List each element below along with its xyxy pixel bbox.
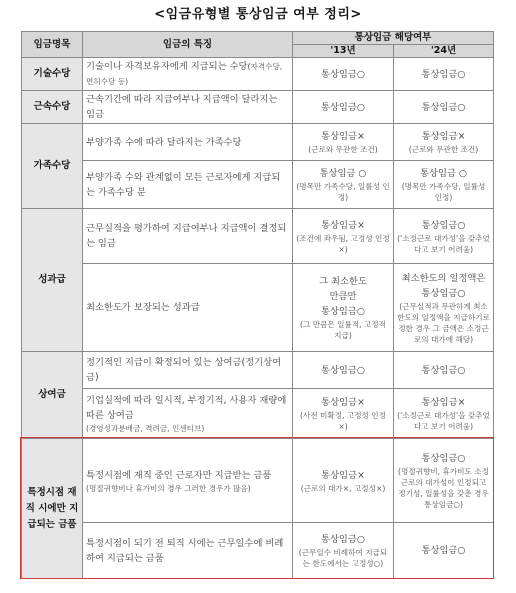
feature-text: 특정시점에 재직 중인 근로자만 지급받는 금품 [86, 469, 272, 481]
status-note: ('소정근로 대가성'을 갖추었다고 보기 어려움) [397, 233, 490, 254]
header-2013: '13년 [293, 45, 394, 58]
table-row [22, 439, 494, 523]
table-row [22, 58, 494, 91]
status-2013 [293, 264, 394, 352]
table-row [22, 161, 494, 209]
status-2024 [394, 209, 494, 264]
status-note: (명목만 가족수당, 일률성 인정) [401, 182, 486, 202]
status-note: (근무실적과 무관하게 최소 한도의 일정액을 지급하기로 정한 경우 그 금액은 소정근로의 대가에 해당) [397, 301, 490, 344]
feature-cell [83, 439, 293, 523]
status-note: ('소정근로 대가성'을 갖추었다고 보기 어려움) [397, 411, 490, 431]
status-note: (근로와 무관한 조건) [308, 145, 378, 154]
category-tenure: 근속수당 [22, 91, 83, 124]
status-note: (명목만 가족수당, 일률성 인정) [296, 182, 390, 202]
table-row [22, 209, 494, 264]
category-special: 특정시점 재직 시에만 지급되는 금품 [22, 439, 83, 579]
status-2013 [293, 209, 394, 264]
status-value: 통상임금○ [421, 453, 466, 464]
status-2024 [394, 124, 494, 161]
status-2013: 통상임금○ [293, 352, 394, 389]
category-tech: 기술수당 [22, 58, 83, 91]
status-2024: 통상임금○ [394, 91, 494, 124]
feature-text: 근속기간에 따라 지급여부나 지급액이 달라지는 임금 [83, 91, 293, 124]
status-note: (근로와 무관한 조건) [408, 145, 479, 154]
status-2024: 통상임금○ [394, 352, 494, 389]
category-family: 가족수당 [22, 124, 83, 209]
status-value: 통상임금× [321, 131, 365, 142]
status-2024 [394, 161, 494, 209]
status-2024 [394, 389, 494, 439]
status-line: 그 최소한도 [319, 276, 367, 287]
status-2013: 통상임금○ [293, 91, 394, 124]
status-2013 [293, 161, 394, 209]
header-2024: '24년 [394, 45, 494, 58]
feature-text: 특정시점이 되기 전 퇴직 시에는 근무일수에 비례하여 지급되는 금품 [83, 523, 293, 579]
table-row [22, 352, 494, 389]
status-2024 [394, 439, 494, 523]
status-value: 통상임금× [321, 397, 365, 408]
feature-text: 기술이나 자격보유자에게 지급되는 수당 [86, 61, 248, 72]
status-note: (사전 미확정, 고정성 인정×) [300, 411, 386, 431]
status-value: 통상임금○ [421, 287, 466, 299]
table-row [22, 389, 494, 439]
status-line: 만큼만 [329, 291, 357, 302]
status-2024: 통상임금○ [394, 523, 494, 579]
status-note: (명절귀향비, 휴가비도 소정근로의 대가성이 인정되고 정기성, 일률성을 갖춘 경우 통상임금○) [398, 467, 489, 509]
page-title: <임금유형별 통상임금 여부 정리> [154, 7, 362, 22]
status-value: 통상임금○ [320, 306, 366, 317]
table-row [22, 264, 494, 352]
status-2013 [293, 389, 394, 439]
feature-cell [83, 58, 293, 91]
table-row [22, 124, 494, 161]
feature-text: 부양가족 수와 관계없이 모든 근로자에게 지급되는 가족수당 분 [83, 161, 293, 209]
status-line: 최소한도의 일정액은 [401, 272, 486, 284]
feature-note: (명절귀향비나 휴가비의 경우 그러한 경우가 많음) [86, 483, 251, 493]
feature-text: 부양가족 수에 따라 달라지는 가족수당 [83, 124, 293, 161]
table-row [22, 91, 494, 124]
status-2024: 통상임금○ [394, 58, 494, 91]
status-value: 통상임금× [421, 131, 466, 142]
status-value: 통상임금○ [421, 219, 466, 231]
status-2013: 통상임금○ [293, 58, 394, 91]
status-note: (근로의 대가×, 고정성×) [300, 483, 386, 493]
status-value: 통상임금○ [320, 534, 366, 545]
status-value: 통상임금× [421, 397, 466, 408]
status-2013 [293, 439, 394, 523]
status-note: (그 만큼은 일률적, 고정적 지급) [300, 320, 386, 340]
category-bonus: 상여금 [22, 352, 83, 439]
feature-note: (자격수당, 면허수당 등) [86, 62, 283, 86]
status-2024 [394, 264, 494, 352]
feature-cell [83, 389, 293, 439]
wage-type-table [21, 31, 494, 579]
feature-note: (경영성과분배금, 격려금, 인센티브) [86, 424, 205, 433]
table-row [22, 523, 494, 579]
header-wage-type: 임금명목 [22, 32, 83, 58]
status-2013 [293, 523, 394, 579]
status-value: 통상임금 ○ [420, 168, 467, 179]
feature-text: 기업실적에 따라 일시적, 부정기적, 사용자 재량에 따른 상여금 [86, 395, 287, 421]
status-note: (조건에 좌우됨, 고정성 인정×) [296, 233, 390, 254]
status-value: 통상임금× [321, 219, 365, 231]
feature-text: 정기적인 지급이 확정되어 있는 상여금(정기상여금) [83, 352, 293, 389]
status-value: 통상임금 ○ [319, 168, 367, 179]
status-2013 [293, 124, 394, 161]
header-ordinary-wage-status: 통상임금 해당여부 [293, 32, 494, 45]
category-performance: 성과급 [22, 209, 83, 352]
feature-text: 최소한도가 보장되는 성과급 [83, 264, 293, 352]
status-value: 통상임금× [321, 469, 365, 481]
feature-text: 근무실적을 평가하여 지급여부나 지급액이 결정되는 임금 [83, 209, 293, 264]
status-note: (근무일수 비례하여 지급되는 한도에서는 고정성○) [298, 548, 388, 568]
header-wage-feature: 임금의 특징 [83, 32, 293, 58]
